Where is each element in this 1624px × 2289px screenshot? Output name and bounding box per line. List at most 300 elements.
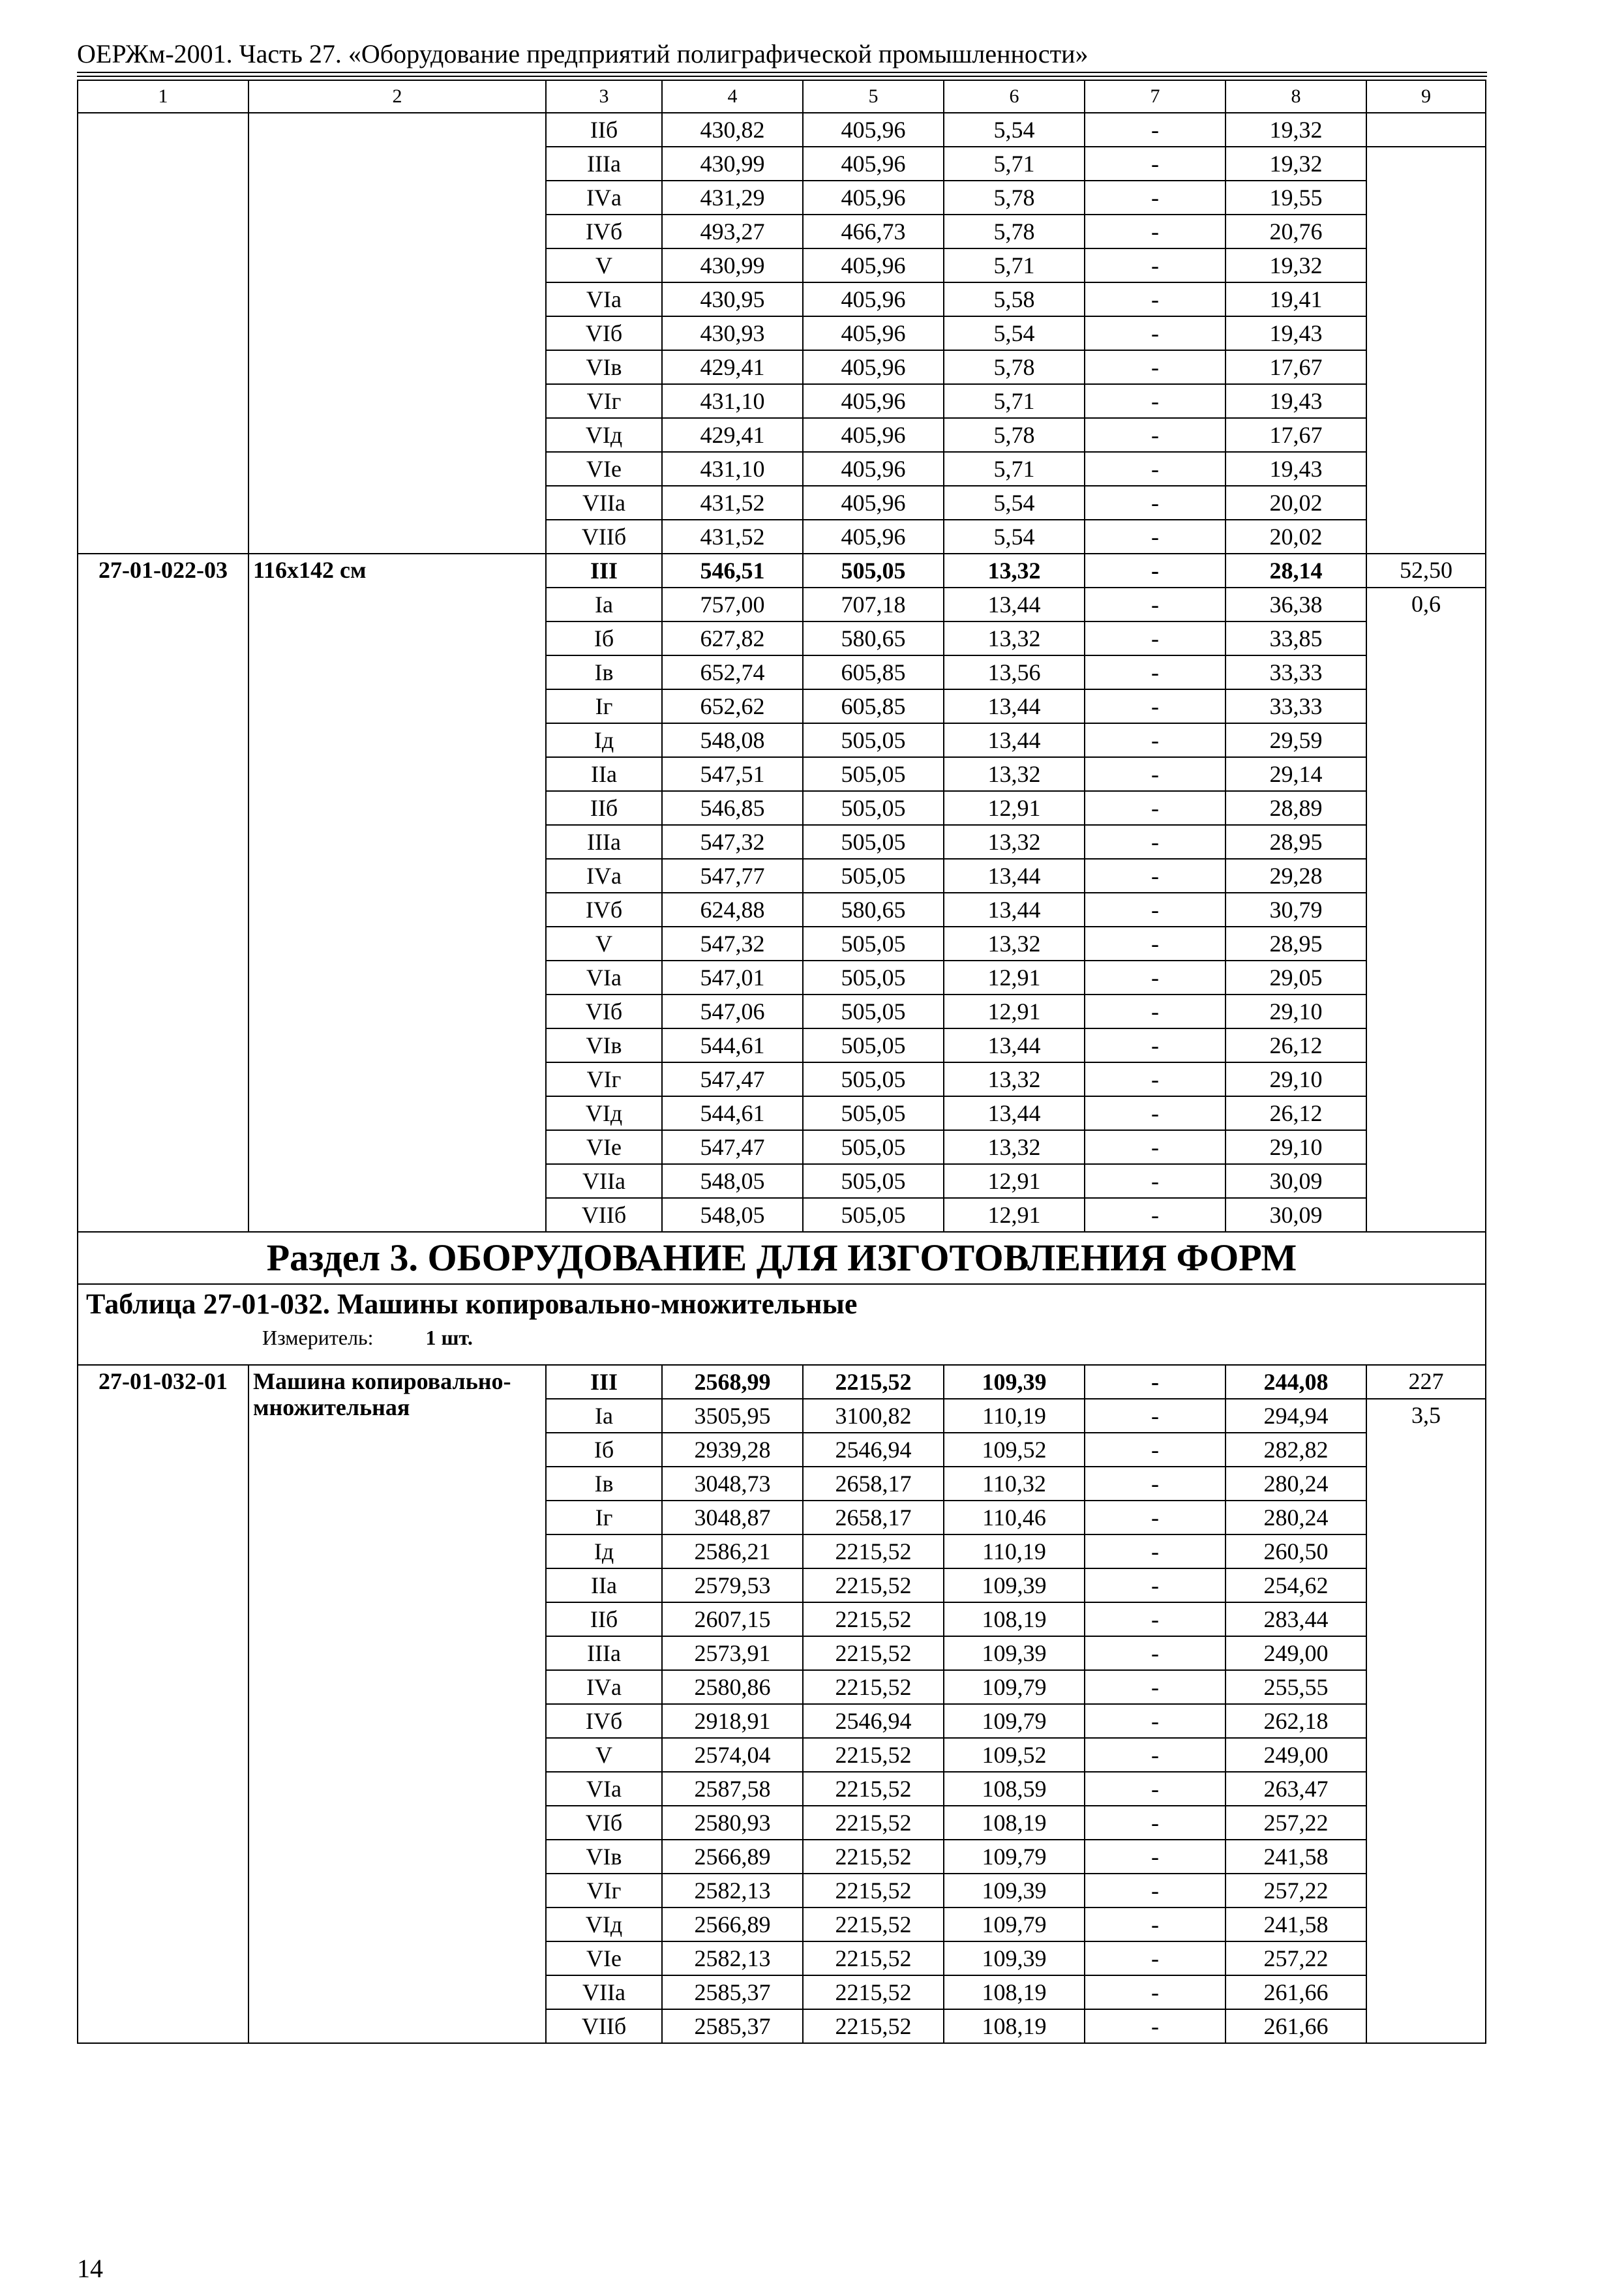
table-row	[78, 554, 1486, 588]
table-cell: 2215,52	[803, 2009, 944, 2043]
table-cell: IVб	[546, 1704, 662, 1738]
table-cell: 28,95	[1226, 825, 1366, 859]
table-cell: 29,05	[1226, 961, 1366, 995]
table-cell: 405,96	[803, 113, 944, 147]
table-cell: 2215,52	[803, 1670, 944, 1704]
table-cell: 241,58	[1226, 1840, 1366, 1874]
table-cell: 430,82	[662, 113, 803, 147]
table-cell: -	[1085, 520, 1226, 554]
table-cell: 108,59	[944, 1772, 1085, 1806]
table-cell: 505,05	[803, 1028, 944, 1062]
table-cell: 12,91	[944, 995, 1085, 1028]
rate-code: 27-01-022-03	[78, 554, 248, 1232]
table-cell: 505,05	[803, 1198, 944, 1232]
col9-value: 0,6	[1366, 588, 1486, 1232]
table-cell: 30,79	[1226, 893, 1366, 927]
table-cell: 5,78	[944, 418, 1085, 452]
table-cell: 505,05	[803, 961, 944, 995]
table-cell: 580,65	[803, 893, 944, 927]
table-cell: 17,67	[1226, 418, 1366, 452]
table-cell: 707,18	[803, 588, 944, 621]
table-cell: -	[1085, 1164, 1226, 1198]
table-cell: VIа	[546, 961, 662, 995]
table-cell: 20,02	[1226, 486, 1366, 520]
table-cell: 5,71	[944, 384, 1085, 418]
table-cell: 109,79	[944, 1670, 1085, 1704]
table-cell: 108,19	[944, 1602, 1085, 1636]
table-cell: 2215,52	[803, 1602, 944, 1636]
table-cell: 3048,73	[662, 1467, 803, 1501]
table-cell: 30,09	[1226, 1164, 1366, 1198]
table-cell: VIг	[546, 1062, 662, 1096]
table-cell: 546,85	[662, 791, 803, 825]
rate-name: Машина копировально-множительная	[248, 1365, 546, 2043]
table-cell: VIд	[546, 418, 662, 452]
table-cell: -	[1085, 1738, 1226, 1772]
table-cell: 547,51	[662, 757, 803, 791]
table-cell: IVб	[546, 893, 662, 927]
table-cell: 405,96	[803, 350, 944, 384]
table-cell: 109,39	[944, 1874, 1085, 1908]
table-cell: VIв	[546, 1840, 662, 1874]
table-cell: -	[1085, 927, 1226, 961]
table-cell: 505,05	[803, 1096, 944, 1130]
table-cell: 26,12	[1226, 1028, 1366, 1062]
table-cell: -	[1085, 147, 1226, 181]
table-cell: 405,96	[803, 181, 944, 215]
table-cell: IIа	[546, 1568, 662, 1602]
table-cell: 627,82	[662, 621, 803, 655]
table-cell: 13,32	[944, 554, 1085, 588]
table-cell: 547,32	[662, 825, 803, 859]
table-cell: 2658,17	[803, 1467, 944, 1501]
table-cell: -	[1085, 1365, 1226, 1399]
table-cell: III	[546, 554, 662, 588]
section-row	[78, 1232, 1486, 1284]
column-number: 5	[803, 80, 944, 113]
table-cell: 2918,91	[662, 1704, 803, 1738]
table-cell: 2566,89	[662, 1908, 803, 1941]
table-cell: 544,61	[662, 1028, 803, 1062]
table-cell: IIб	[546, 1602, 662, 1636]
table-cell: V	[546, 927, 662, 961]
page-number: 14	[77, 2254, 103, 2283]
table-cell: 605,85	[803, 689, 944, 723]
table-cell: 13,32	[944, 621, 1085, 655]
table-cell: 110,19	[944, 1534, 1085, 1568]
table-cell: 547,06	[662, 995, 803, 1028]
table-cell: 13,32	[944, 825, 1085, 859]
table-cell: 249,00	[1226, 1636, 1366, 1670]
table-cell: V	[546, 248, 662, 282]
table-cell: 405,96	[803, 248, 944, 282]
table-cell: 109,52	[944, 1738, 1085, 1772]
table-cell: 624,88	[662, 893, 803, 927]
table-cell: -	[1085, 554, 1226, 588]
table-cell: IIб	[546, 791, 662, 825]
table-cell: -	[1085, 689, 1226, 723]
table-cell: 249,00	[1226, 1738, 1366, 1772]
table-cell: IVа	[546, 181, 662, 215]
table-cell: 2939,28	[662, 1433, 803, 1467]
table-cell: VIб	[546, 316, 662, 350]
table-cell: 548,05	[662, 1164, 803, 1198]
table-cell: 19,43	[1226, 452, 1366, 486]
unit-value: 1 шт.	[425, 1326, 473, 1349]
table-cell: 2215,52	[803, 1636, 944, 1670]
table-cell: -	[1085, 1433, 1226, 1467]
table-cell: 262,18	[1226, 1704, 1366, 1738]
table-cell: 13,56	[944, 655, 1085, 689]
table-cell: 2568,99	[662, 1365, 803, 1399]
table-cell: -	[1085, 1062, 1226, 1096]
table-cell: 2215,52	[803, 1738, 944, 1772]
table-cell: 244,08	[1226, 1365, 1366, 1399]
column-number: 2	[248, 80, 546, 113]
table-cell: 5,54	[944, 316, 1085, 350]
table-cell: 2658,17	[803, 1501, 944, 1534]
table-cell: IVа	[546, 1670, 662, 1704]
table-cell: -	[1085, 384, 1226, 418]
table-cell: 29,10	[1226, 1062, 1366, 1096]
header-rule	[77, 76, 1487, 77]
table-cell: 2582,13	[662, 1941, 803, 1975]
table-cell: 109,52	[944, 1433, 1085, 1467]
table-cell: 544,61	[662, 1096, 803, 1130]
table-cell: 260,50	[1226, 1534, 1366, 1568]
table-cell: 505,05	[803, 723, 944, 757]
table-cell: 109,79	[944, 1704, 1085, 1738]
table-cell: -	[1085, 350, 1226, 384]
table-cell: 257,22	[1226, 1941, 1366, 1975]
table-cell: 20,02	[1226, 520, 1366, 554]
table-cell: IIIа	[546, 147, 662, 181]
table-cell: 2580,86	[662, 1670, 803, 1704]
table-cell: VIв	[546, 1028, 662, 1062]
table-cell: 405,96	[803, 452, 944, 486]
table-cell: 2546,94	[803, 1704, 944, 1738]
table-cell: 33,33	[1226, 689, 1366, 723]
table-cell: -	[1085, 1908, 1226, 1941]
table-cell: 430,99	[662, 248, 803, 282]
column-number: 7	[1085, 80, 1226, 113]
table-cell: 405,96	[803, 486, 944, 520]
table-row	[78, 1365, 1486, 1399]
table-cell: 505,05	[803, 1062, 944, 1096]
table-cell: Iг	[546, 1501, 662, 1534]
table-cell: 13,44	[944, 859, 1085, 893]
table-cell: 2546,94	[803, 1433, 944, 1467]
table-cell: VIб	[546, 995, 662, 1028]
table-cell: 5,71	[944, 147, 1085, 181]
table-cell: IIIа	[546, 1636, 662, 1670]
table-cell: V	[546, 1738, 662, 1772]
table-cell: 109,79	[944, 1840, 1085, 1874]
table-cell: 505,05	[803, 757, 944, 791]
table-cell: -	[1085, 1636, 1226, 1670]
table-cell: 405,96	[803, 316, 944, 350]
table-cell: 19,32	[1226, 147, 1366, 181]
table-cell: 505,05	[803, 1130, 944, 1164]
table-cell: 13,32	[944, 927, 1085, 961]
table-title: Таблица 27-01-032. Машины копировально-множительные	[86, 1288, 858, 1320]
rate-name: 116х142 см	[248, 554, 546, 1232]
table-cell: 109,39	[944, 1365, 1085, 1399]
table-cell: 2586,21	[662, 1534, 803, 1568]
table-cell: 2566,89	[662, 1840, 803, 1874]
table-cell: -	[1085, 1096, 1226, 1130]
table-cell: 110,32	[944, 1467, 1085, 1501]
table-cell: VIг	[546, 384, 662, 418]
table-cell: VIе	[546, 1941, 662, 1975]
rates-table	[77, 80, 1486, 2044]
table-cell: 5,78	[944, 181, 1085, 215]
table-cell: 283,44	[1226, 1602, 1366, 1636]
column-number-row	[78, 80, 1486, 113]
table-cell: VIIб	[546, 520, 662, 554]
table-cell: -	[1085, 588, 1226, 621]
unit-label: Измеритель:	[262, 1326, 374, 1349]
table-cell: 280,24	[1226, 1501, 1366, 1534]
table-cell: 431,10	[662, 452, 803, 486]
table-cell: 261,66	[1226, 1975, 1366, 2009]
column-number: 4	[662, 80, 803, 113]
table-cell: 28,95	[1226, 927, 1366, 961]
table-cell: 505,05	[803, 791, 944, 825]
table-cell: Iб	[546, 621, 662, 655]
table-cell: VIд	[546, 1096, 662, 1130]
table-cell: 2573,91	[662, 1636, 803, 1670]
table-cell: 2215,52	[803, 1534, 944, 1568]
table-cell: 108,19	[944, 1806, 1085, 1840]
table-cell: Iб	[546, 1433, 662, 1467]
table-cell: 429,41	[662, 350, 803, 384]
table-cell: 13,44	[944, 1028, 1085, 1062]
table-cell: 547,47	[662, 1130, 803, 1164]
table-cell: 547,32	[662, 927, 803, 961]
table-cell: 109,39	[944, 1568, 1085, 1602]
table-cell: 28,89	[1226, 791, 1366, 825]
table-cell: 29,59	[1226, 723, 1366, 757]
col9-value	[1366, 147, 1486, 554]
table-cell: IIб	[546, 113, 662, 147]
table-cell: 757,00	[662, 588, 803, 621]
table-cell: -	[1085, 486, 1226, 520]
col9-value: 52,50	[1366, 554, 1486, 588]
table-cell: 19,55	[1226, 181, 1366, 215]
table-cell: -	[1085, 723, 1226, 757]
table-cell: 2215,52	[803, 1568, 944, 1602]
table-cell: 2574,04	[662, 1738, 803, 1772]
table-cell: 548,08	[662, 723, 803, 757]
table-cell: 2215,52	[803, 1908, 944, 1941]
rate-code	[78, 113, 248, 554]
table-cell: VIв	[546, 350, 662, 384]
table-cell: 5,58	[944, 282, 1085, 316]
table-cell: Iа	[546, 588, 662, 621]
table-cell: 431,52	[662, 520, 803, 554]
table-cell: 109,79	[944, 1908, 1085, 1941]
table-cell: -	[1085, 181, 1226, 215]
table-cell: IVб	[546, 215, 662, 248]
table-cell: 2579,53	[662, 1568, 803, 1602]
table-cell: 19,43	[1226, 316, 1366, 350]
table-cell: 261,66	[1226, 2009, 1366, 2043]
table-cell: 2215,52	[803, 1874, 944, 1908]
table-cell: 13,44	[944, 893, 1085, 927]
table-cell: -	[1085, 1941, 1226, 1975]
table-cell: -	[1085, 1874, 1226, 1908]
table-cell: VIIб	[546, 1198, 662, 1232]
table-cell: 19,43	[1226, 384, 1366, 418]
table-cell: 241,58	[1226, 1908, 1366, 1941]
table-cell: -	[1085, 859, 1226, 893]
column-number: 6	[944, 80, 1085, 113]
table-cell: 29,10	[1226, 995, 1366, 1028]
table-cell: -	[1085, 1501, 1226, 1534]
table-cell: 2585,37	[662, 2009, 803, 2043]
table-cell: 3048,87	[662, 1501, 803, 1534]
table-cell: -	[1085, 282, 1226, 316]
table-cell: -	[1085, 1399, 1226, 1433]
table-cell: IIа	[546, 757, 662, 791]
table-cell: 110,19	[944, 1399, 1085, 1433]
table-cell: 109,39	[944, 1941, 1085, 1975]
column-number: 1	[78, 80, 248, 113]
table-cell: 108,19	[944, 2009, 1085, 2043]
table-cell: 108,19	[944, 1975, 1085, 2009]
column-number: 8	[1226, 80, 1366, 113]
table-cell: Iв	[546, 1467, 662, 1501]
table-cell: Iа	[546, 1399, 662, 1433]
table-cell: 29,10	[1226, 1130, 1366, 1164]
table-cell: 3505,95	[662, 1399, 803, 1433]
table-cell: 405,96	[803, 384, 944, 418]
table-cell: -	[1085, 893, 1226, 927]
table-cell: 405,96	[803, 282, 944, 316]
table-cell: Iг	[546, 689, 662, 723]
table-cell: 13,44	[944, 723, 1085, 757]
table-cell: -	[1085, 1198, 1226, 1232]
table-title-cell	[78, 1284, 1486, 1365]
table-cell: 33,85	[1226, 621, 1366, 655]
table-cell: 13,32	[944, 757, 1085, 791]
table-cell: 19,41	[1226, 282, 1366, 316]
table-cell: 29,14	[1226, 757, 1366, 791]
table-cell: VIд	[546, 1908, 662, 1941]
table-title-row	[78, 1284, 1486, 1365]
table-cell: -	[1085, 1670, 1226, 1704]
table-cell: 505,05	[803, 554, 944, 588]
table-cell: VIIа	[546, 1164, 662, 1198]
page-header: ОЕРЖм-2001. Часть 27. «Оборудование предприятий полиграфической промышленности»	[77, 39, 1089, 68]
table-cell: 17,67	[1226, 350, 1366, 384]
table-cell: -	[1085, 1130, 1226, 1164]
table-cell: 605,85	[803, 655, 944, 689]
table-cell: 2215,52	[803, 1975, 944, 2009]
table-cell: IIIа	[546, 825, 662, 859]
table-cell: 431,10	[662, 384, 803, 418]
table-cell: 405,96	[803, 418, 944, 452]
table-cell: 19,32	[1226, 113, 1366, 147]
table-cell: 2582,13	[662, 1874, 803, 1908]
table-cell: -	[1085, 1975, 1226, 2009]
table-cell: 2580,93	[662, 1806, 803, 1840]
table-cell: VIIа	[546, 486, 662, 520]
table-cell: 12,91	[944, 961, 1085, 995]
table-cell: 36,38	[1226, 588, 1366, 621]
table-cell: 546,51	[662, 554, 803, 588]
col9-value	[1366, 113, 1486, 147]
table-cell: 505,05	[803, 859, 944, 893]
table-cell: -	[1085, 1028, 1226, 1062]
table-cell: 33,33	[1226, 655, 1366, 689]
table-cell: 5,54	[944, 486, 1085, 520]
table-cell: -	[1085, 215, 1226, 248]
table-cell: 2587,58	[662, 1772, 803, 1806]
table-cell: VIа	[546, 1772, 662, 1806]
table-cell: 5,54	[944, 520, 1085, 554]
table-cell: -	[1085, 1602, 1226, 1636]
table-cell: 28,14	[1226, 554, 1366, 588]
table-cell: 505,05	[803, 1164, 944, 1198]
table-cell: 13,32	[944, 1062, 1085, 1096]
table-cell: -	[1085, 621, 1226, 655]
table-cell: 26,12	[1226, 1096, 1366, 1130]
table-cell: -	[1085, 113, 1226, 147]
table-cell: -	[1085, 655, 1226, 689]
table-cell: 13,44	[944, 588, 1085, 621]
table-cell: 2585,37	[662, 1975, 803, 2009]
table-cell: -	[1085, 418, 1226, 452]
column-number: 9	[1366, 80, 1486, 113]
table-cell: 280,24	[1226, 1467, 1366, 1501]
col9-value: 3,5	[1366, 1399, 1486, 2043]
table-cell: 110,46	[944, 1501, 1085, 1534]
table-cell: -	[1085, 248, 1226, 282]
table-cell: -	[1085, 316, 1226, 350]
unit-line	[86, 1323, 1477, 1353]
table-cell: 29,28	[1226, 859, 1366, 893]
table-cell: 429,41	[662, 418, 803, 452]
table-cell: 257,22	[1226, 1806, 1366, 1840]
table-cell: 5,54	[944, 113, 1085, 147]
table-cell: 282,82	[1226, 1433, 1366, 1467]
table-cell: VIIа	[546, 1975, 662, 2009]
table-cell: 12,91	[944, 1198, 1085, 1232]
table-cell: 505,05	[803, 995, 944, 1028]
table-cell: 548,05	[662, 1198, 803, 1232]
table-cell: -	[1085, 1467, 1226, 1501]
table-cell: 2607,15	[662, 1602, 803, 1636]
table-cell: 13,44	[944, 1096, 1085, 1130]
table-cell: Iв	[546, 655, 662, 689]
table-cell: 5,78	[944, 350, 1085, 384]
table-cell: Iд	[546, 1534, 662, 1568]
table-cell: 2215,52	[803, 1806, 944, 1840]
table-cell: -	[1085, 961, 1226, 995]
table-cell: 20,76	[1226, 215, 1366, 248]
table-cell: 505,05	[803, 825, 944, 859]
table-cell: IVа	[546, 859, 662, 893]
table-cell: 405,96	[803, 147, 944, 181]
col9-value: 227	[1366, 1365, 1486, 1399]
table-cell: VIб	[546, 1806, 662, 1840]
table-cell: 431,29	[662, 181, 803, 215]
table-cell: -	[1085, 452, 1226, 486]
table-cell: 12,91	[944, 791, 1085, 825]
table-cell: 547,01	[662, 961, 803, 995]
